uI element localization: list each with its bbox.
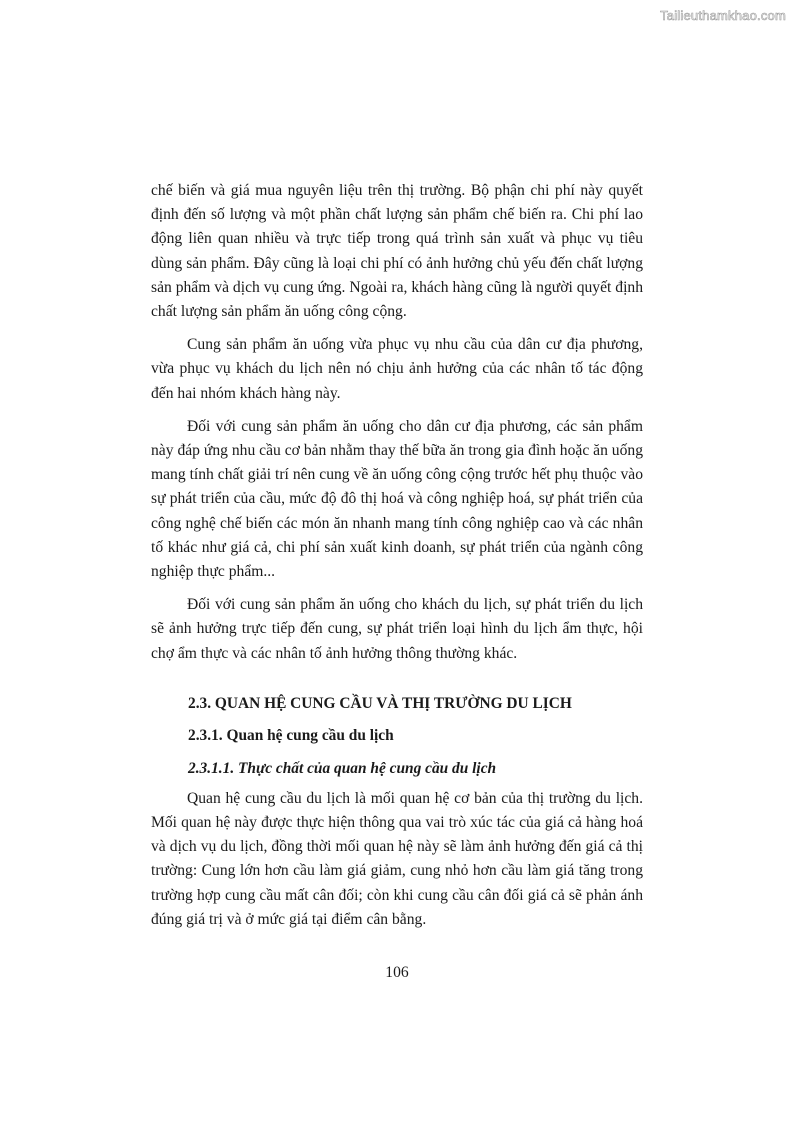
watermark-text: Tailieuthamkhao.com [660,8,786,23]
paragraph-tourists: Đối với cung sản phẩm ăn uống cho khách du lịch, sự phát triển du lịch sẽ ảnh hưởng trực tiếp đến cung, sự phát triển loại hình du lịch ẩm thực, hội chợ ẩm thực và các nhân tố ảnh hưởng thông thường khác. [151,596,643,662]
paragraph-supply-demand-relation: Quan hệ cung cầu du lịch là mối quan hệ cơ bản của thị trường du lịch. Mối quan hệ này được thực hiện thông qua vai trò xúc tác của giá cả hàng hoá và dịch vụ du lịch, đồng thời mối quan hệ này sẽ làm ảnh hưởng đến giá cả thị trường: Cung lớn hơn cầu làm giá giảm, cung nhỏ hơn cầu làm giá tăng trong trường hợp cung cầu mất cân đối; còn khi cung cầu cân đối giá cả sẽ phản ánh đúng giá trị và ở mức giá tại điểm cân bằng. [151,789,643,928]
paragraph-local-residents: Đối với cung sản phẩm ăn uống cho dân cư địa phương, các sản phẩm này đáp ứng nhu cầu cơ bản nhằm thay thế bữa ăn trong gia đình hoặc ăn uống mang tính chất giải trí nên cung về ăn uống công cộng trước hết phụ thuộc vào sự phát triển của cầu, mức độ đô thị hoá và công nghiệp hoá, sự phát triển của công nghệ chế biến các món ăn nhanh mang tính công nghiệp cao và các nhân tố khác như giá cả, chi phí sản xuất kinh doanh, sự phát triển của ngành công nghiệp thực phẩm... [151,417,643,581]
page-content [151,179,643,941]
paragraph-supply-food: Cung sản phẩm ăn uống vừa phục vụ nhu cầu của dân cư địa phương, vừa phục vụ khách du lịch nên nó chịu ảnh hưởng của các nhân tố tác động đến hai nhóm khách hàng này. [151,336,643,402]
subsubsection-heading-2-3-1-1: 2.3.1.1. Thực chất của quan hệ cung cầu du lịch [188,759,497,777]
paragraph-cost-continuation: chế biến và giá mua nguyên liệu trên thị trường. Bộ phận chi phí này quyết định đến số lượng và một phần chất lượng sản phẩm chế biến ra. Chi phí lao động liên quan nhiều và trực tiếp trong quá trình sản xuất và phục vụ tiêu dùng sản phẩm. Đây cũng là loại chi phí có ảnh hưởng chủ yếu đến chất lượng sản phẩm và dịch vụ cung ứng. Ngoài ra, khách hàng cũng là người quyết định chất lượng sản phẩm ăn uống công cộng. [151,182,643,321]
page-number: 106 [385,964,409,981]
section-heading-2-3: 2.3. QUAN HỆ CUNG CẦU VÀ THỊ TRƯỜNG DU LỊCH [188,694,572,712]
subsection-heading-2-3-1: 2.3.1. Quan hệ cung cầu du lịch [188,726,394,744]
